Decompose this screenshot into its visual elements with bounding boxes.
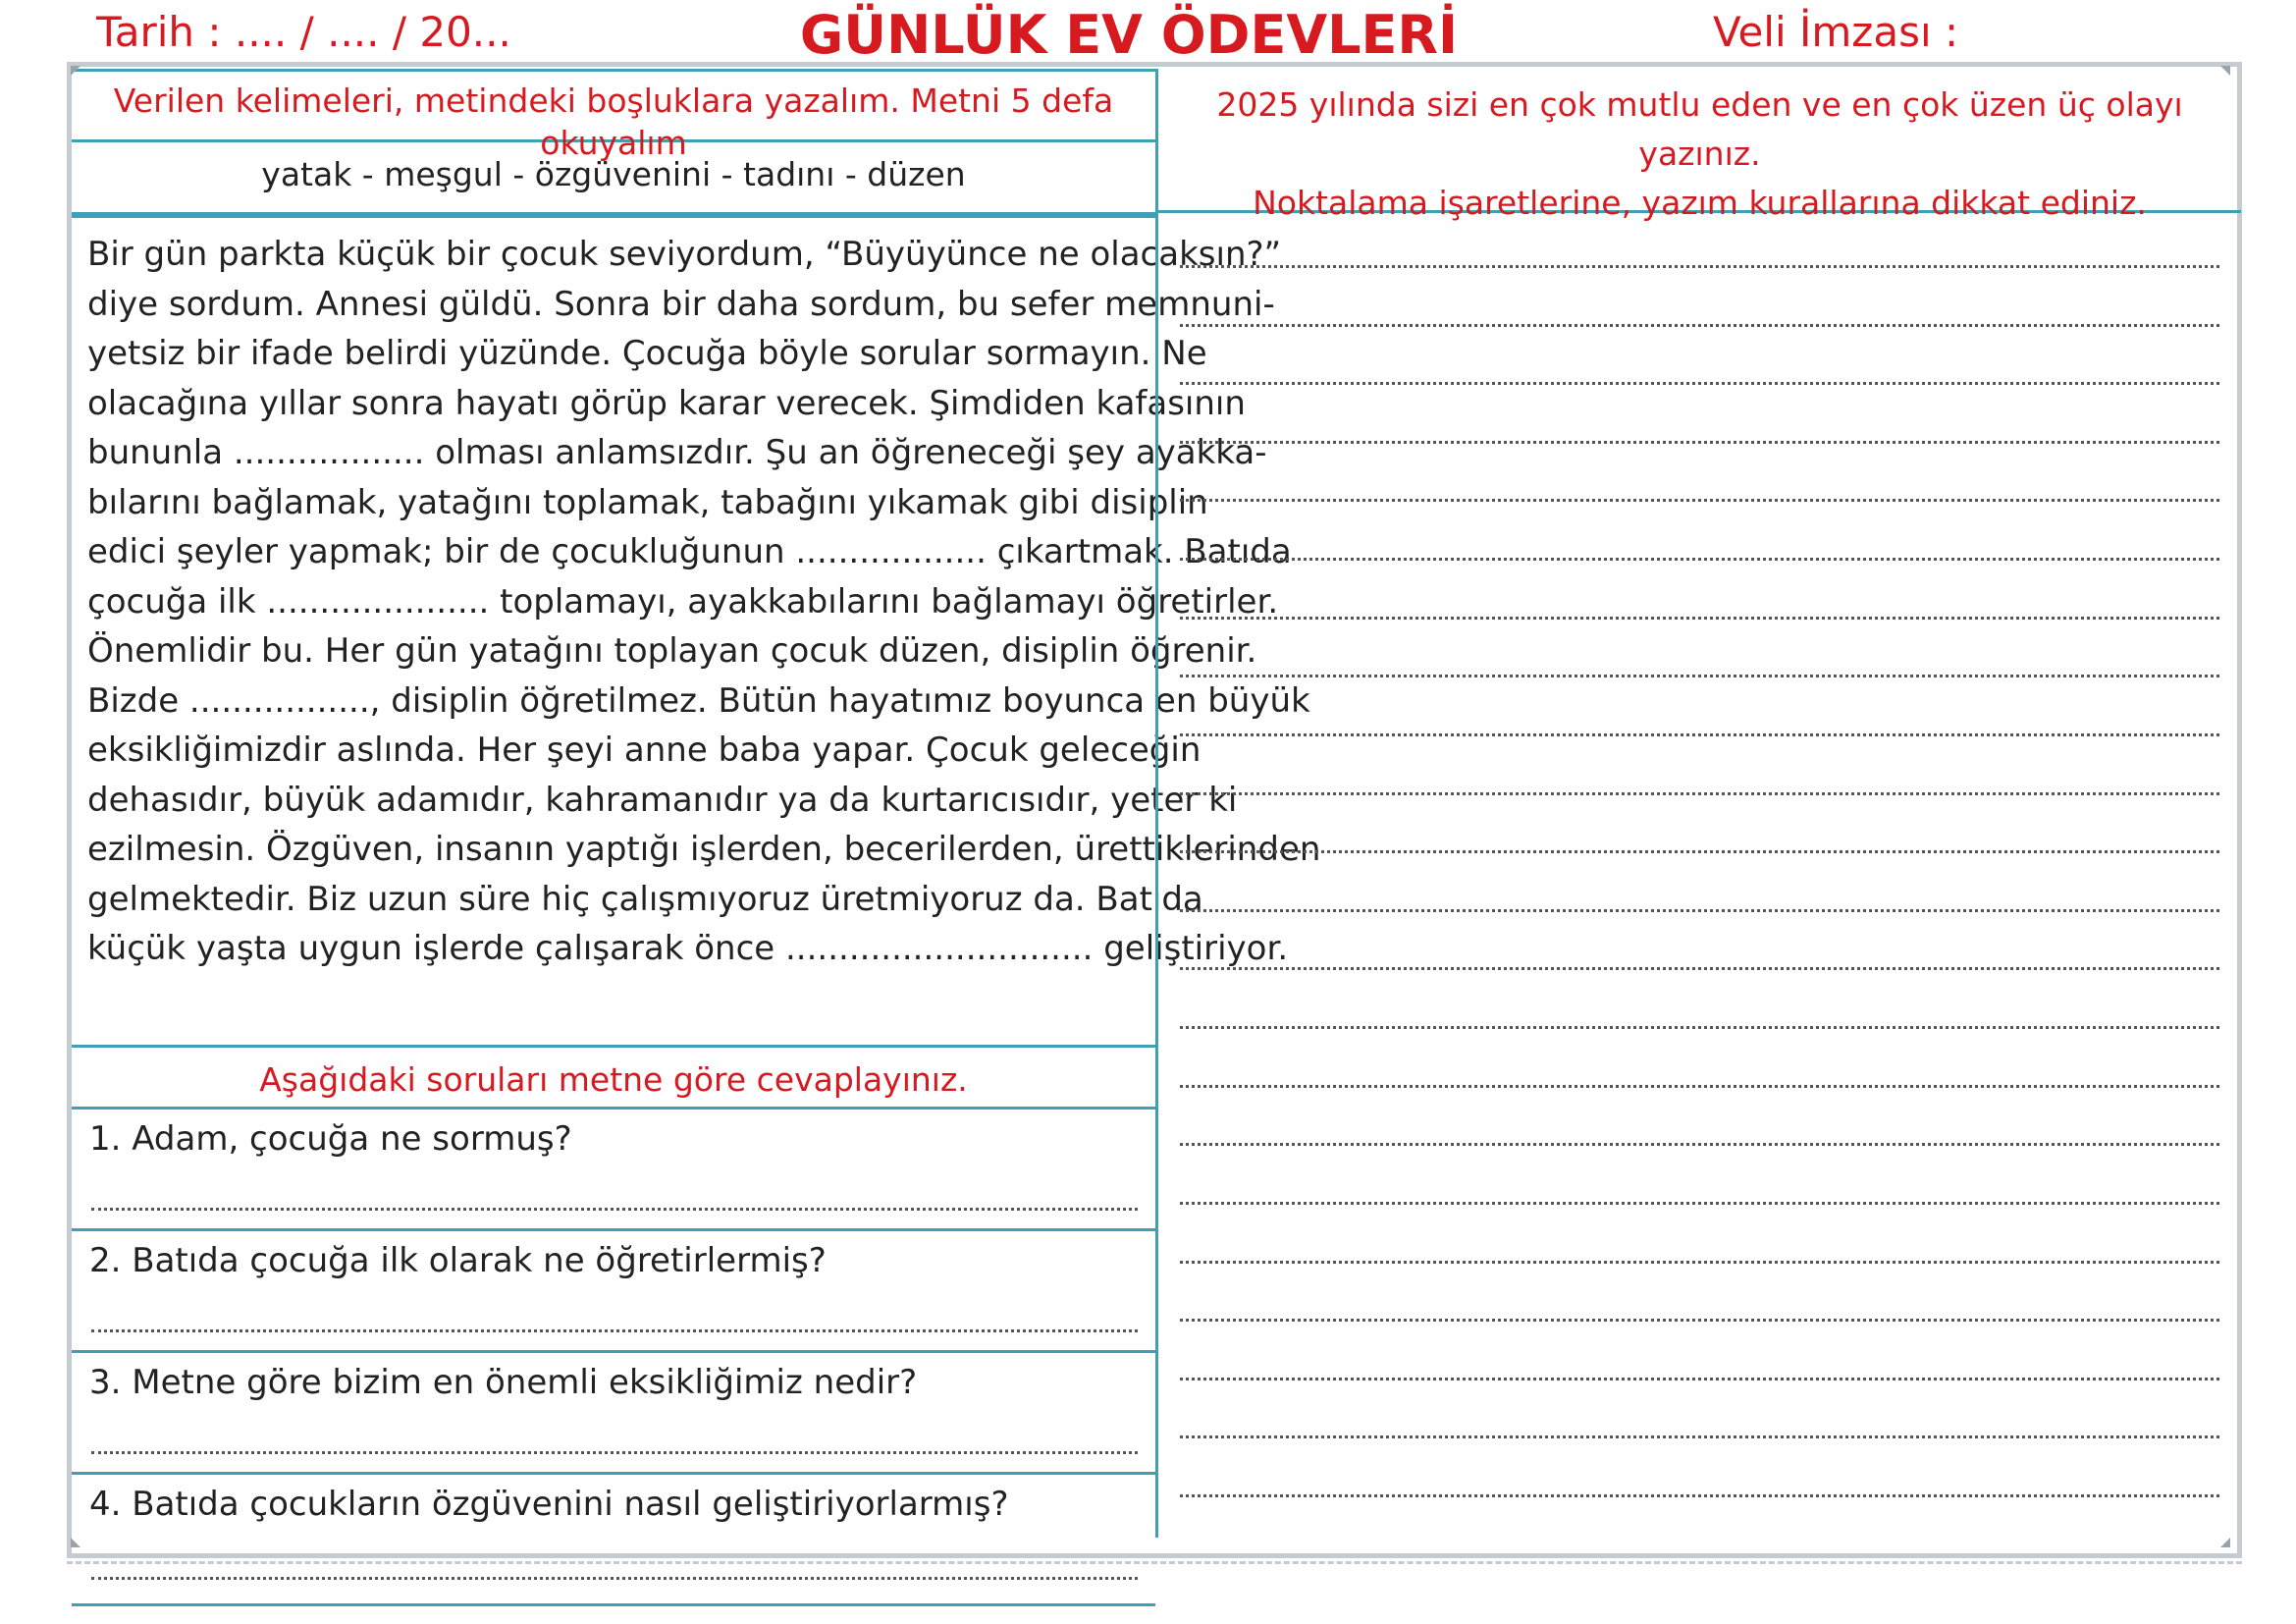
corner-mark-bottom-right — [2220, 1538, 2230, 1547]
story-text — [72, 218, 1321, 974]
question-1: 1. Adam, çocuğa ne sormuş? — [89, 1119, 572, 1159]
writing-line[interactable] — [1180, 675, 2219, 677]
corner-mark-bottom-left — [71, 1538, 80, 1547]
answer-line-1[interactable] — [91, 1208, 1138, 1211]
writing-line[interactable] — [1180, 441, 2219, 444]
date-field[interactable]: Tarih : .... / .... / 20... — [96, 8, 511, 56]
word-bank: yatak - meşgul - özgüvenini - tadını - düzen — [261, 155, 966, 193]
writing-line[interactable] — [1180, 850, 2219, 853]
answer-line-2[interactable] — [91, 1329, 1138, 1332]
writing-line[interactable] — [1180, 1026, 2219, 1029]
story-line: olacağına yıllar sonra hayatı görüp karar verecek. Şimdiden kafasının — [87, 383, 1246, 423]
writing-line[interactable] — [1180, 733, 2219, 736]
answer-line-3[interactable] — [91, 1451, 1138, 1454]
story-line: bılarını bağlamak, yatağını toplamak, tabağını yıkamak gibi disiplin — [87, 482, 1208, 522]
parent-signature-field[interactable]: Veli İmzası : — [1713, 8, 1959, 56]
writing-line[interactable] — [1180, 265, 2219, 268]
question-box-4 — [72, 1475, 1155, 1606]
writing-line[interactable] — [1180, 558, 2219, 561]
story-line: diye sordum. Annesi güldü. Sonra bir daha sordum, bu sefer memnuni- — [87, 284, 1275, 324]
question-3: 3. Metne göre bizim en önemli eksikliğimiz nedir? — [89, 1363, 918, 1402]
writing-line[interactable] — [1180, 792, 2219, 795]
writing-instruction-line-2: Noktalama işaretlerine, yazım kurallarına dikkat ediniz. — [1253, 184, 2147, 222]
writing-line[interactable] — [1180, 1143, 2219, 1146]
question-box-1 — [72, 1110, 1155, 1231]
fill-blank-instruction: Verilen kelimeleri, metindeki boşluklara yazalım. Metni 5 defa okuyalım — [113, 81, 1114, 162]
fill-blank-instruction-box — [72, 69, 1155, 162]
page-title: GÜNLÜK EV ÖDEVLERİ — [799, 4, 1459, 66]
writing-line[interactable] — [1180, 617, 2219, 620]
writing-line[interactable] — [1180, 967, 2219, 970]
question-4: 4. Batıda çocukların özgüvenini nasıl geliştiriyorlarmış? — [89, 1485, 1009, 1524]
right-column — [1155, 69, 2241, 1538]
story-line: yetsiz bir ifade belirdi yüzünde. Çocuğa böyle sorular sormayın. Ne — [87, 334, 1207, 373]
question-box-3 — [72, 1353, 1155, 1475]
writing-line[interactable] — [1180, 1202, 2219, 1205]
writing-line[interactable] — [1180, 1494, 2219, 1497]
writing-line[interactable] — [1180, 382, 2219, 385]
writing-line[interactable] — [1180, 909, 2219, 912]
story-line: eksikliğimizdir aslında. Her şeyi anne baba yapar. Çocuk geleceğin — [87, 731, 1201, 770]
story-line: Önemlidir bu. Her gün yatağını toplayan çocuk düzen, disiplin öğrenir. — [87, 631, 1257, 671]
story-line: gelmektedir. Biz uzun süre hiç çalışmıyoruz üretmiyoruz da. Batıda — [87, 879, 1203, 919]
corner-mark-top-left — [71, 66, 80, 76]
answer-line-4[interactable] — [91, 1577, 1138, 1580]
story-line: dehasıdır, büyük adamıdır, kahramanıdır ya da kurtarıcısıdır, yeter ki — [87, 780, 1238, 820]
questions-heading-box — [72, 1048, 1155, 1110]
writing-line[interactable] — [1180, 499, 2219, 502]
story-line: Bizde ................., disiplin öğretilmez. Bütün hayatımız boyunca en büyük — [87, 680, 1310, 721]
writing-line[interactable] — [1180, 324, 2219, 327]
story-box — [72, 215, 1321, 1048]
writing-line[interactable] — [1180, 1378, 2219, 1380]
corner-mark-top-right — [2220, 66, 2230, 76]
writing-instruction-box — [1158, 69, 2241, 222]
writing-line[interactable] — [1180, 1435, 2219, 1438]
word-bank-box — [72, 142, 1155, 215]
left-column — [72, 69, 1321, 1538]
writing-instruction-line-1: 2025 yılında sizi en çok mutlu eden ve en çok üzen üç olayı yazınız. — [1216, 85, 2183, 173]
writing-line[interactable] — [1180, 1085, 2219, 1088]
story-line: Bir gün parkta küçük bir çocuk seviyordum, “Büyüyünce ne olacaksın?” — [87, 235, 1282, 274]
questions-heading: Aşağıdaki soruları metne göre cevaplayınız. — [259, 1060, 968, 1099]
question-box-2 — [72, 1231, 1155, 1353]
story-line: ezilmesin. Özgüven, insanın yaptığı işlerden, becerilerden, ürettiklerinden — [87, 830, 1321, 869]
story-line: bununla .................. olması anlamsızdır. Şu an öğreneceği şey ayakka- — [87, 433, 1267, 472]
question-2: 2. Batıda çocuğa ilk olarak ne öğretirlermiş? — [89, 1241, 827, 1280]
story-line: çocuğa ilk ..................... toplamayı, ayakkabılarını bağlamayı öğretirler. — [87, 581, 1279, 622]
writing-line[interactable] — [1180, 1261, 2219, 1264]
story-line: küçük yaşta uygun işlerde çalışarak önce ............................. geliştiriyor. — [87, 929, 1289, 968]
story-line: edici şeyler yapmak; bir de çocukluğunun .................. çıkartmak. Batıda — [87, 532, 1292, 571]
writing-line[interactable] — [1180, 1319, 2219, 1322]
